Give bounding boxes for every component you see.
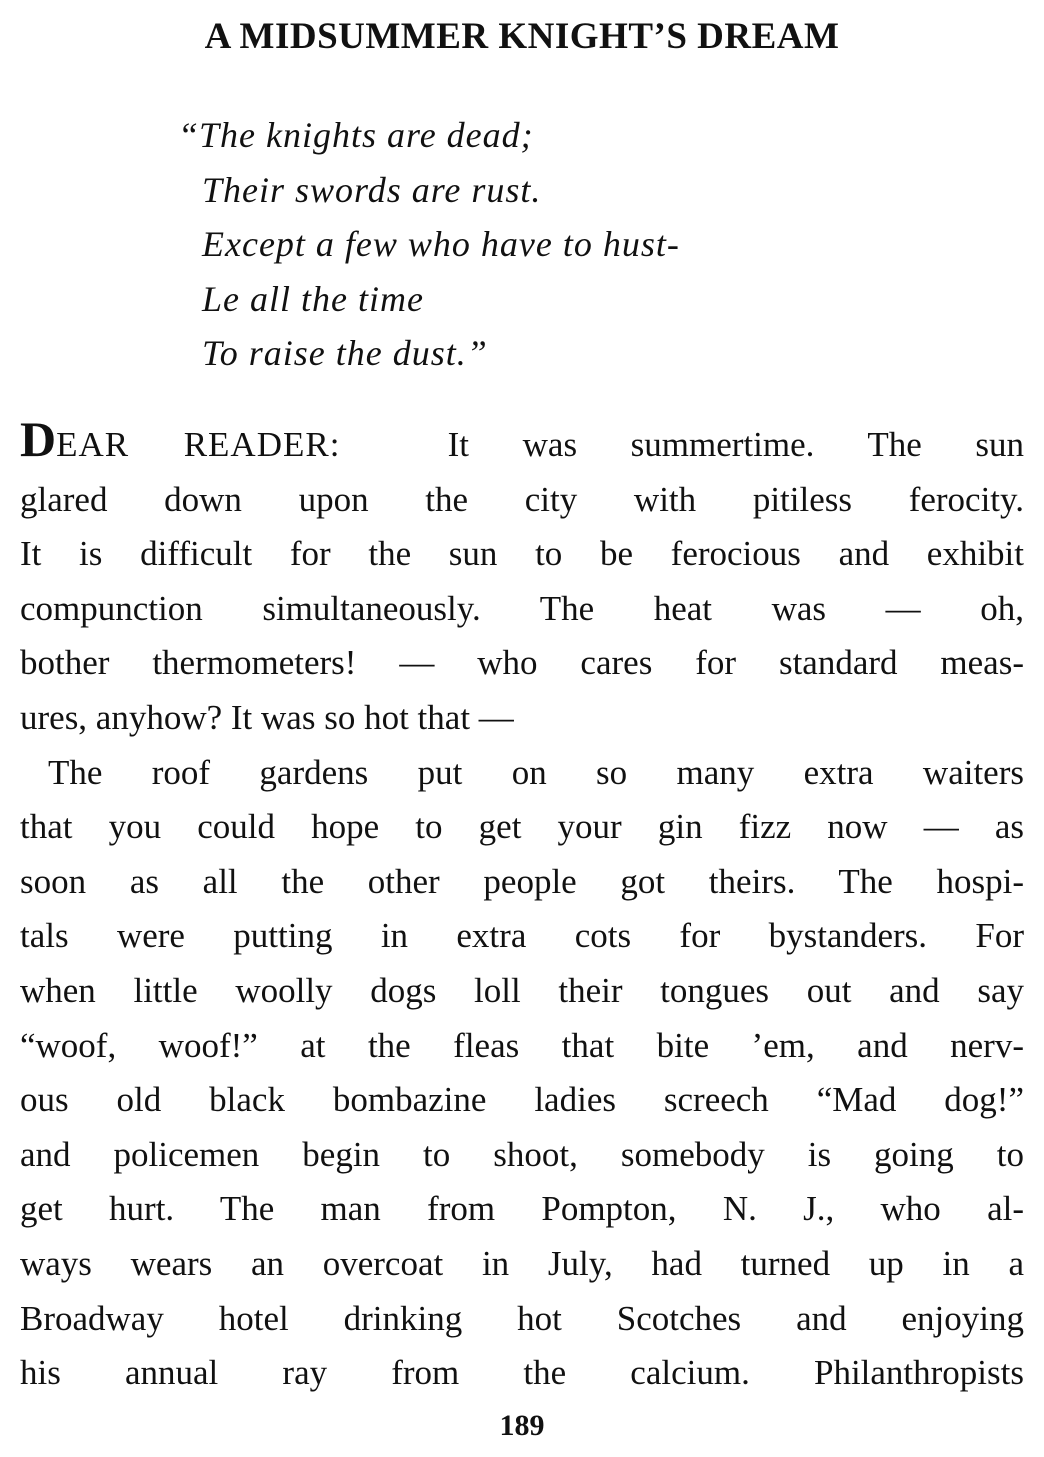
- text-line: soon as all the other people got theirs. The hospi-: [20, 861, 1024, 901]
- text-line: glared down upon the city with pitiless ferocity.: [20, 479, 1024, 519]
- text-line: ures, anyhow? It was so hot that —: [20, 697, 514, 737]
- salutation: EAR READER:: [56, 425, 341, 464]
- text-line: when little woolly dogs loll their tongues out and say: [20, 970, 1024, 1010]
- text-line: bother thermometers! — who cares for standard meas-: [20, 643, 1024, 683]
- epigraph-line: Except a few who have to hust-: [202, 224, 680, 264]
- text-line: ous old black bombazine ladies screech “Mad dog!”: [20, 1080, 1024, 1120]
- text-line: ways wears an overcoat in July, had turned up in a: [20, 1243, 1024, 1283]
- text-line: and policemen begin to shoot, somebody is going to: [20, 1134, 1024, 1174]
- epigraph-line: Le all the time: [202, 278, 424, 319]
- text-line: Broadway hotel drinking hot Scotches and enjoying: [20, 1298, 1024, 1338]
- epigraph-line: Their swords are rust.: [202, 169, 542, 210]
- text-line: compunction simultaneously. The heat was — oh,: [20, 588, 1024, 628]
- paragraph-first-line: [20, 411, 1024, 473]
- text-line: that you could hope to get your gin fizz now — as: [20, 807, 1024, 847]
- text-line: It is difficult for the sun to be ferocious and exhibit: [20, 534, 1024, 574]
- epigraph-poem: [178, 108, 978, 381]
- text-line: his annual ray from the calcium. Philanthropists: [20, 1353, 1024, 1393]
- body-text: [20, 411, 1024, 1401]
- text-line: The roof gardens put on so many extra waiters: [48, 752, 1024, 792]
- text-line: get hurt. The man from Pompton, N. J., who al-: [20, 1189, 1024, 1229]
- text-line: “woof, woof!” at the fleas that bite ’em, and nerv-: [20, 1025, 1024, 1065]
- text-line: tals were putting in extra cots for bystanders. For: [20, 916, 1024, 956]
- text-run: It was summertime. The sun: [447, 425, 1024, 464]
- drop-cap: D: [20, 411, 57, 467]
- page-number: 189: [499, 1409, 545, 1442]
- running-head: A MIDSUMMER KNIGHT’S DREAM: [204, 16, 840, 57]
- epigraph-line: To raise the dust.”: [202, 333, 488, 373]
- epigraph-line: “The knights are dead;: [178, 115, 534, 155]
